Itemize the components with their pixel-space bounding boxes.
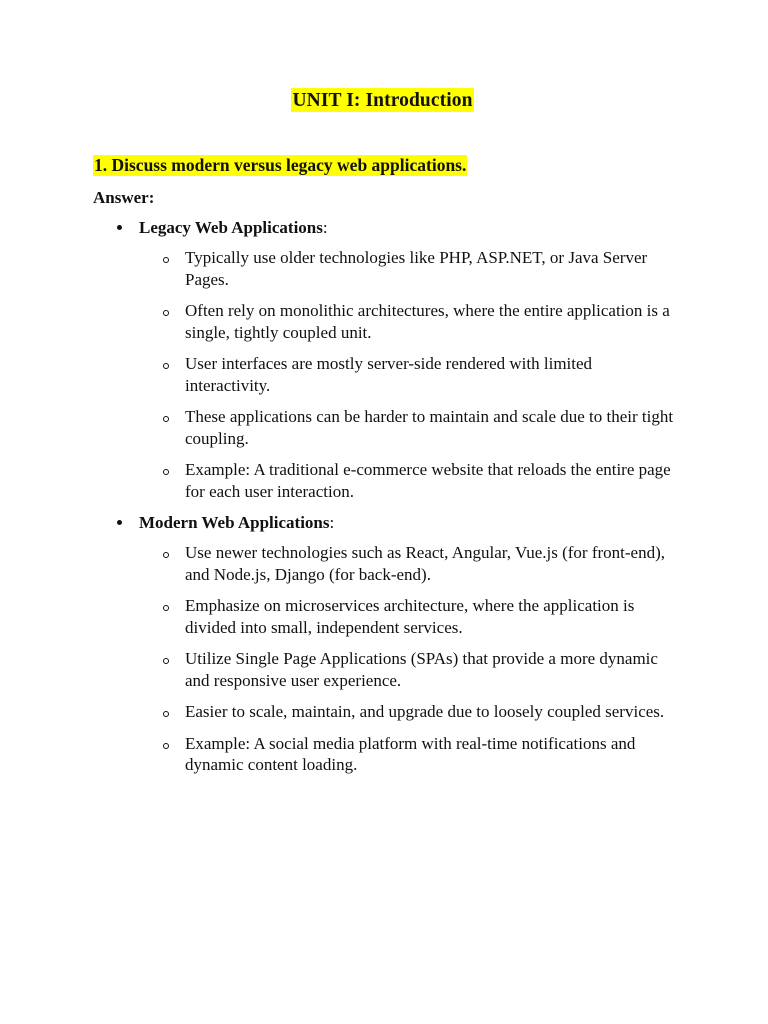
list-item: [139, 595, 675, 638]
point-text: User interfaces are mostly server-side rendered with limited interactivity.: [185, 354, 593, 395]
section-heading-text: Legacy Web Applications: [139, 218, 323, 237]
list-item: [139, 300, 675, 343]
circle-bullet-icon: [163, 469, 169, 475]
section-legacy: [93, 217, 672, 502]
point-text: These applications can be harder to maintain and scale due to their tight coupling.: [185, 407, 674, 448]
point-text: Often rely on monolithic architectures, where the entire application is a single, tightly coupled unit.: [185, 301, 670, 342]
point-text: Utilize Single Page Applications (SPAs) that provide a more dynamic and responsive user experience.: [185, 649, 658, 690]
circle-bullet-icon: [163, 416, 169, 422]
bullet-icon: [117, 225, 122, 230]
point-text: Use newer technologies such as React, Angular, Vue.js (for front-end), and Node.js, Django (for back-end).: [185, 543, 665, 584]
list-item: [139, 406, 675, 449]
list-item: [139, 648, 675, 691]
legacy-points: [139, 247, 672, 502]
point-text: Example: A traditional e-commerce website that reloads the entire page for each user interaction.: [185, 460, 671, 501]
list-item: [139, 733, 675, 776]
question-row: [93, 155, 672, 187]
section-modern: [93, 512, 672, 776]
circle-bullet-icon: [163, 711, 169, 717]
bullet-icon: [117, 520, 122, 525]
circle-bullet-icon: [163, 257, 169, 263]
answer-label: Answer:: [93, 188, 155, 207]
modern-points: [139, 542, 672, 776]
circle-bullet-icon: [163, 363, 169, 369]
section-heading-colon: :: [322, 218, 328, 237]
question-heading: 1. Discuss modern versus legacy web applications.: [94, 155, 467, 175]
list-item: [139, 542, 675, 585]
section-heading-text: Modern Web Applications: [139, 513, 330, 532]
unit-title: UNIT I: Introduction: [292, 90, 473, 111]
list-item: [139, 701, 675, 723]
circle-bullet-icon: [163, 743, 169, 749]
title-row: [93, 88, 672, 113]
list-item: [139, 459, 675, 502]
point-text: Example: A social media platform with real-time notifications and dynamic content loading.: [185, 733, 636, 774]
point-text: Easier to scale, maintain, and upgrade due to loosely coupled services.: [185, 702, 665, 721]
section-heading-colon: :: [329, 513, 335, 532]
point-text: Emphasize on microservices architecture, where the application is divided into small, independent services.: [185, 596, 635, 637]
point-text: Typically use older technologies like PHP, ASP.NET, or Java Server Pages.: [185, 248, 648, 289]
circle-bullet-icon: [163, 310, 169, 316]
circle-bullet-icon: [163, 605, 169, 611]
answer-list: [93, 217, 672, 776]
list-item: [139, 353, 675, 396]
list-item: [139, 247, 675, 290]
section-heading: [139, 217, 672, 238]
section-heading: [139, 512, 672, 533]
circle-bullet-icon: [163, 658, 169, 664]
circle-bullet-icon: [163, 552, 169, 558]
